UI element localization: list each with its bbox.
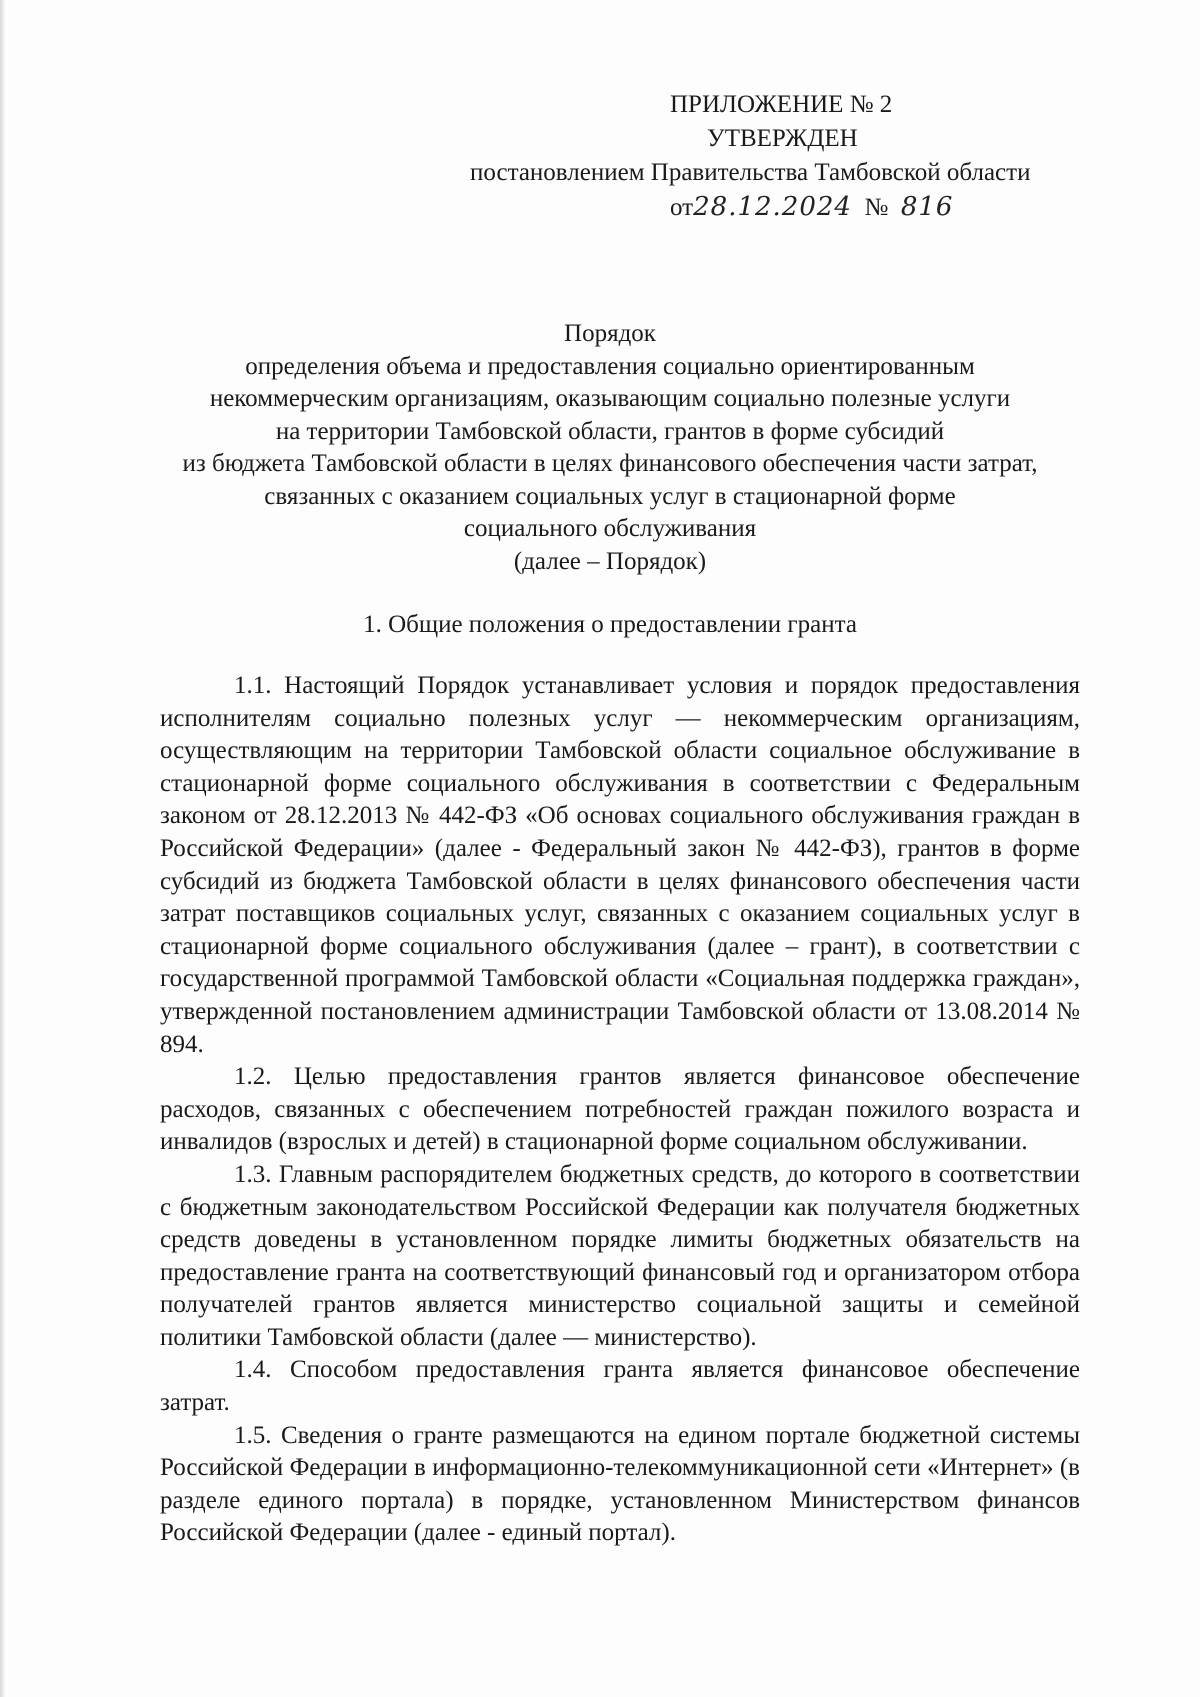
section-heading: 1. Общие положения о предоставлении гранта: [363, 611, 857, 638]
section-body: [160, 670, 1080, 1550]
document-title: [150, 318, 1070, 578]
paragraph-1-1: 1.1. Настоящий Порядок устанавливает условия и порядок предоставления исполнителям социально полезных услуг — некоммерческим организациям, осуществляющим на территории Тамбовской области социальное обслуживание в стационарной форме социального обслуживания в соответствии с Федеральным законом от 28.12.2013 № 442-ФЗ «Об основах социального обслуживания граждан в Российской Федерации» (далее - Федеральный закон № 442-ФЗ), грантов в форме субсидий из бюджета Тамбовской области в целях финансового обеспечения части затрат поставщиков социальных услуг, связанных с оказанием социальных услуг в стационарной форме социального обслуживания (далее – грант), в соответствии с государственной программой Тамбовской области «Социальная поддержка граждан», утвержденной постановлением администрации Тамбовской области от 13.08.2014 № 894.: [160, 672, 1080, 1058]
handwritten-number: 816: [900, 192, 954, 222]
title-heading: Порядок: [564, 320, 656, 347]
title-line: (далее – Порядок): [513, 547, 707, 575]
title-line: из бюджета Тамбовской области в целях финансового обеспечения части затрат,: [182, 450, 1038, 477]
paragraph-1-5: 1.5. Сведения о гранте размещаются на едином портале бюджетной системы Российской Федерации в информационно-телекоммуникационной сети «Интернет» (в разделе единого портала) в порядке, установленном Министерством финансов Российской Федерации (далее - единый портал).: [160, 1421, 1080, 1547]
date-prefix: от: [670, 194, 694, 221]
approved-label: УТВЕРЖДЕН: [707, 125, 858, 152]
paragraph-1-2: 1.2. Целью предоставления грантов является финансовое обеспечение расходов, связанных с обеспечением потребностей граждан пожилого возраста и инвалидов (взрослых и детей) в стационарной форме социальном обслуживании.: [160, 1063, 1080, 1156]
approval-block: [470, 88, 1130, 225]
handwritten-date: 28.12.2024: [693, 192, 852, 222]
resolution-label: постановлением Правительства Тамбовской области: [470, 159, 1031, 186]
title-line: определения объема и предоставления социально ориентированным: [245, 352, 975, 380]
title-line: некоммерческим организациям, оказывающим социально полезные услуги: [209, 385, 1011, 412]
paragraph-1-3: 1.3. Главным распорядителем бюджетных средств, до которого в соответствии с бюджетным законодательством Российской Федерации как получателя бюджетных средств доведены в установленном порядке лимиты бюджетных обязательств на предоставление гранта на соответствующий финансовый год и организатором отбора получателей грантов является министерство социальной защиты и семейной политики Тамбовской области (далее — министерство).: [160, 1160, 1080, 1351]
number-sign: №: [864, 194, 889, 221]
title-line: связанных с оказанием социальных услуг в стационарной форме: [264, 482, 956, 510]
appendix-label: ПРИЛОЖЕНИЕ № 2: [670, 91, 893, 118]
scan-edge: [0, 0, 6, 1697]
date-number-line: [470, 190, 1130, 225]
title-line: социального обслуживания: [463, 515, 757, 542]
paragraph-1-4: 1.4. Способом предоставления гранта является финансовое обеспечение затрат.: [160, 1356, 1080, 1417]
title-line: на территории Тамбовской области, грантов в форме субсидий: [275, 417, 945, 445]
